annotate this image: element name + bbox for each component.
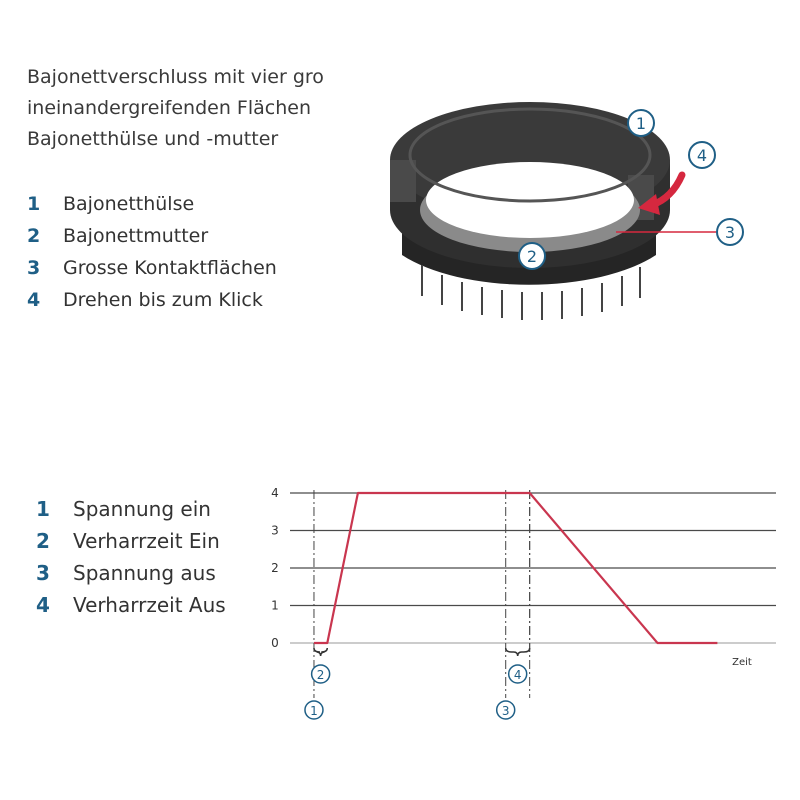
legend-label: Bajonetthülse xyxy=(63,193,195,215)
legend-number: 2 xyxy=(27,225,41,247)
legend-number: 3 xyxy=(36,561,50,585)
y-tick-label: 1 xyxy=(271,598,279,613)
intro-text xyxy=(27,62,345,155)
svg-text:4: 4 xyxy=(696,146,708,165)
legend-label: Grosse Kontaktflächen xyxy=(63,257,277,279)
chart-y-ticks xyxy=(271,486,279,650)
legend-label: Spannung aus xyxy=(73,561,216,585)
legend-number: 4 xyxy=(27,289,41,311)
callout-3 xyxy=(717,219,743,245)
bracket-callout-label: 4 xyxy=(513,668,522,682)
legend-item xyxy=(27,252,277,284)
intro-line: ineinandergreifenden Flächen xyxy=(27,97,311,119)
chart-brackets xyxy=(312,648,530,683)
legend-label: Verharrzeit Aus xyxy=(73,593,226,617)
chart-events xyxy=(305,490,530,719)
intro-line: Bajonettverschluss mit vier gro xyxy=(27,66,324,88)
timing-chart xyxy=(0,470,800,730)
y-tick-label: 2 xyxy=(271,561,279,575)
svg-text:2: 2 xyxy=(526,247,538,266)
callout-1 xyxy=(628,110,654,136)
bayonet-ring-illustration xyxy=(360,50,760,330)
legend-label: Spannung ein xyxy=(73,497,211,521)
event-callout-label: 3 xyxy=(501,704,510,718)
legend-item xyxy=(27,220,277,252)
chart-grid xyxy=(290,493,776,643)
legend-item xyxy=(27,284,277,316)
legend-number: 4 xyxy=(36,593,50,617)
callout-4 xyxy=(689,142,715,168)
svg-text:1: 1 xyxy=(635,114,647,133)
legend-label: Drehen bis zum Klick xyxy=(63,289,263,311)
x-axis-label: Zeit xyxy=(732,657,752,668)
legend-bayonet xyxy=(27,188,277,316)
y-tick-label: 3 xyxy=(271,523,279,538)
legend-number: 2 xyxy=(36,529,50,553)
legend-number: 1 xyxy=(27,193,41,215)
legend-label: Bajonettmutter xyxy=(63,225,209,247)
legend-number: 3 xyxy=(27,257,41,279)
y-tick-label: 0 xyxy=(271,636,279,650)
event-callout-label: 1 xyxy=(310,704,318,718)
legend-item xyxy=(27,188,277,220)
callout-2 xyxy=(519,243,545,269)
duration-bracket xyxy=(314,648,327,656)
y-tick-label: 4 xyxy=(271,486,279,500)
intro-line: Bajonetthülse und -mutter xyxy=(27,128,279,150)
bracket-callout-label: 2 xyxy=(316,668,325,682)
legend-label: Verharrzeit Ein xyxy=(73,529,220,553)
svg-text:3: 3 xyxy=(724,223,736,242)
duration-bracket xyxy=(506,648,530,656)
legend-number: 1 xyxy=(36,497,50,521)
